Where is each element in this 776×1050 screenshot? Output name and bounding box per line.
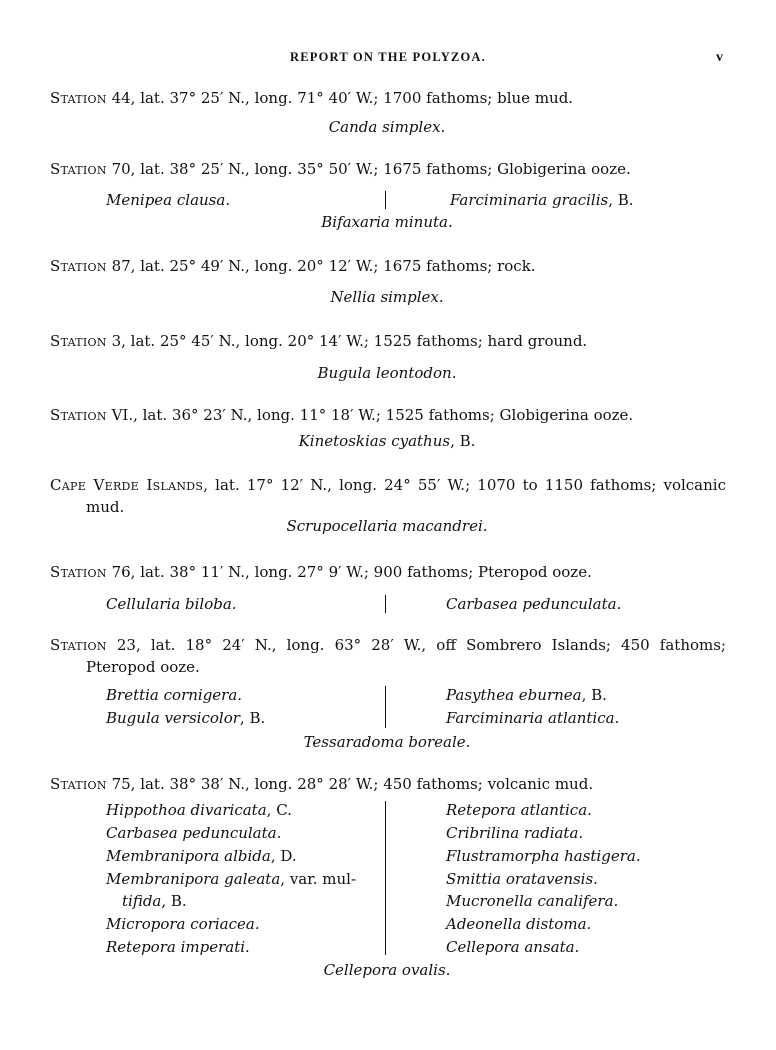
station-heading bbox=[50, 332, 587, 350]
species-author: , D. bbox=[270, 847, 297, 865]
species-entry bbox=[446, 824, 583, 842]
species-entry bbox=[330, 288, 443, 306]
species-entry bbox=[318, 364, 457, 382]
species-name: Farciminaria atlantica. bbox=[446, 709, 620, 727]
species-name: Cellepora ansata. bbox=[446, 938, 580, 956]
species-name: Farciminaria gracilis bbox=[450, 191, 609, 209]
species-name: Carbasea pedunculata. bbox=[446, 595, 622, 613]
species-name: Kinetoskias cyathus bbox=[298, 432, 451, 450]
species-entry bbox=[446, 709, 619, 727]
station-label: Station bbox=[50, 563, 107, 581]
species-name: tifida bbox=[122, 892, 162, 910]
station-number: 3 bbox=[111, 332, 122, 350]
species-entry bbox=[446, 686, 607, 704]
station-heading bbox=[50, 89, 573, 107]
species-entry bbox=[106, 686, 242, 704]
species-entry bbox=[446, 892, 618, 910]
species-entry bbox=[450, 191, 634, 209]
species-entry bbox=[321, 213, 452, 231]
station-label: Station bbox=[50, 775, 107, 793]
column-divider bbox=[385, 686, 386, 728]
species-author: , B. bbox=[450, 432, 476, 450]
species-author: , B. bbox=[239, 709, 266, 727]
species-name: Nellia simplex. bbox=[330, 288, 444, 306]
species-name: Bifaxaria minuta. bbox=[321, 213, 453, 231]
species-entry bbox=[106, 915, 260, 933]
station-details: , lat. 38° 11′ N., long. 27° 9′ W.; 900 fathoms; Pteropod ooze. bbox=[130, 563, 592, 581]
species-name: Flustramorpha hastigera. bbox=[446, 847, 641, 865]
station-details-continued: Pteropod ooze. bbox=[86, 658, 200, 676]
column-divider bbox=[385, 595, 386, 613]
page-number: v bbox=[716, 50, 723, 65]
species-name: Brettia cornigera. bbox=[106, 686, 243, 704]
species-name: Canda simplex. bbox=[328, 118, 446, 136]
station-heading bbox=[50, 636, 726, 654]
station-heading bbox=[50, 257, 536, 275]
station-number: 44 bbox=[111, 89, 131, 107]
species-author: , B. bbox=[581, 686, 607, 704]
species-name: Scrupocellaria macandrei. bbox=[286, 517, 488, 535]
species-entry bbox=[106, 801, 292, 819]
column-divider bbox=[385, 801, 386, 955]
station-number: 87 bbox=[111, 257, 131, 275]
station-number: 23 bbox=[116, 636, 136, 654]
station-details-continued: mud. bbox=[86, 498, 125, 516]
station-number: 75 bbox=[111, 775, 131, 793]
station-heading bbox=[50, 775, 593, 793]
species-entry bbox=[106, 191, 230, 209]
species-name: Mucronella canalifera. bbox=[446, 892, 619, 910]
species-author: , var. mul- bbox=[280, 870, 357, 888]
station-details: , lat. 37° 25′ N., long. 71° 40′ W.; 1700 fathoms; blue mud. bbox=[130, 89, 574, 107]
species-name: Menipea clausa. bbox=[106, 191, 231, 209]
station-details: , lat. 25° 49′ N., long. 20° 12′ W.; 1675 fathoms; rock. bbox=[130, 257, 536, 275]
species-name: Smittia oratavensis. bbox=[446, 870, 598, 888]
station-label: Station bbox=[50, 636, 107, 654]
station-label: Station bbox=[50, 89, 107, 107]
species-name: Cribrilina radiata. bbox=[446, 824, 584, 842]
column-divider bbox=[385, 191, 386, 209]
station-number: 76 bbox=[111, 563, 131, 581]
species-name: Carbasea pedunculata. bbox=[106, 824, 282, 842]
station-details: , lat. 38° 25′ N., long. 35° 50′ W.; 1675 fathoms; Globigerina ooze. bbox=[130, 160, 631, 178]
species-name: Tessaradoma boreale. bbox=[303, 733, 471, 751]
station-heading bbox=[50, 563, 592, 581]
species-entry bbox=[329, 118, 446, 136]
station-heading bbox=[50, 160, 631, 178]
species-name: Membranipora albida bbox=[106, 847, 271, 865]
species-entry bbox=[446, 938, 579, 956]
station-label: Station bbox=[50, 160, 107, 178]
species-name: Cellepora ovalis. bbox=[323, 961, 451, 979]
species-name: Pasythea eburnea bbox=[446, 686, 582, 704]
station-details: , lat. 36° 23′ N., long. 11° 18′ W.; 1525 fathoms; Globigerina ooze. bbox=[133, 406, 634, 424]
species-entry bbox=[446, 870, 598, 888]
running-title: REPORT ON THE POLYZOA. bbox=[290, 50, 486, 64]
station-label: Station bbox=[50, 406, 107, 424]
species-entry bbox=[106, 938, 250, 956]
species-name: Retepora atlantica. bbox=[446, 801, 592, 819]
species-name: Cellularia biloba. bbox=[106, 595, 237, 613]
species-entry bbox=[122, 892, 187, 910]
station-heading bbox=[50, 476, 726, 494]
station-number: 70 bbox=[111, 160, 131, 178]
species-entry bbox=[106, 870, 356, 888]
station-details: , lat. 18° 24′ N., long. 63° 28′ W., off Sombrero Islands; 450 fathoms; bbox=[135, 636, 726, 654]
species-name: Micropora coriacea. bbox=[106, 915, 260, 933]
species-entry bbox=[299, 432, 476, 450]
species-entry bbox=[106, 824, 281, 842]
species-name: Bugula versicolor bbox=[106, 709, 240, 727]
station-number: VI. bbox=[111, 406, 134, 424]
species-name: Hippothoa divaricata bbox=[106, 801, 267, 819]
species-entry bbox=[106, 847, 297, 865]
species-name: Adeonella distoma. bbox=[446, 915, 592, 933]
station-heading bbox=[50, 406, 633, 424]
species-entry bbox=[106, 595, 237, 613]
station-label: Station bbox=[50, 332, 107, 350]
station-label: Cape Verde Islands bbox=[50, 476, 204, 494]
station-details: , lat. 38° 38′ N., long. 28° 28′ W.; 450 fathoms; volcanic mud. bbox=[130, 775, 594, 793]
station-details: , lat. 25° 45′ N., long. 20° 14′ W.; 1525 fathoms; hard ground. bbox=[121, 332, 588, 350]
species-entry bbox=[106, 709, 265, 727]
species-entry bbox=[286, 517, 487, 535]
species-author: , C. bbox=[266, 801, 292, 819]
station-details: , lat. 17° 12′ N., long. 24° 55′ W.; 1070 to 1150 fathoms; volcanic bbox=[203, 476, 726, 494]
station-label: Station bbox=[50, 257, 107, 275]
species-entry bbox=[304, 733, 471, 751]
species-entry bbox=[446, 595, 621, 613]
species-author: , B. bbox=[161, 892, 187, 910]
species-author: , B. bbox=[608, 191, 634, 209]
species-entry bbox=[446, 915, 591, 933]
species-name: Bugula leontodon. bbox=[317, 364, 457, 382]
species-entry bbox=[324, 961, 451, 979]
species-entry bbox=[446, 847, 641, 865]
species-name: Membranipora galeata bbox=[106, 870, 281, 888]
species-entry bbox=[446, 801, 592, 819]
species-name: Retepora imperati. bbox=[106, 938, 250, 956]
